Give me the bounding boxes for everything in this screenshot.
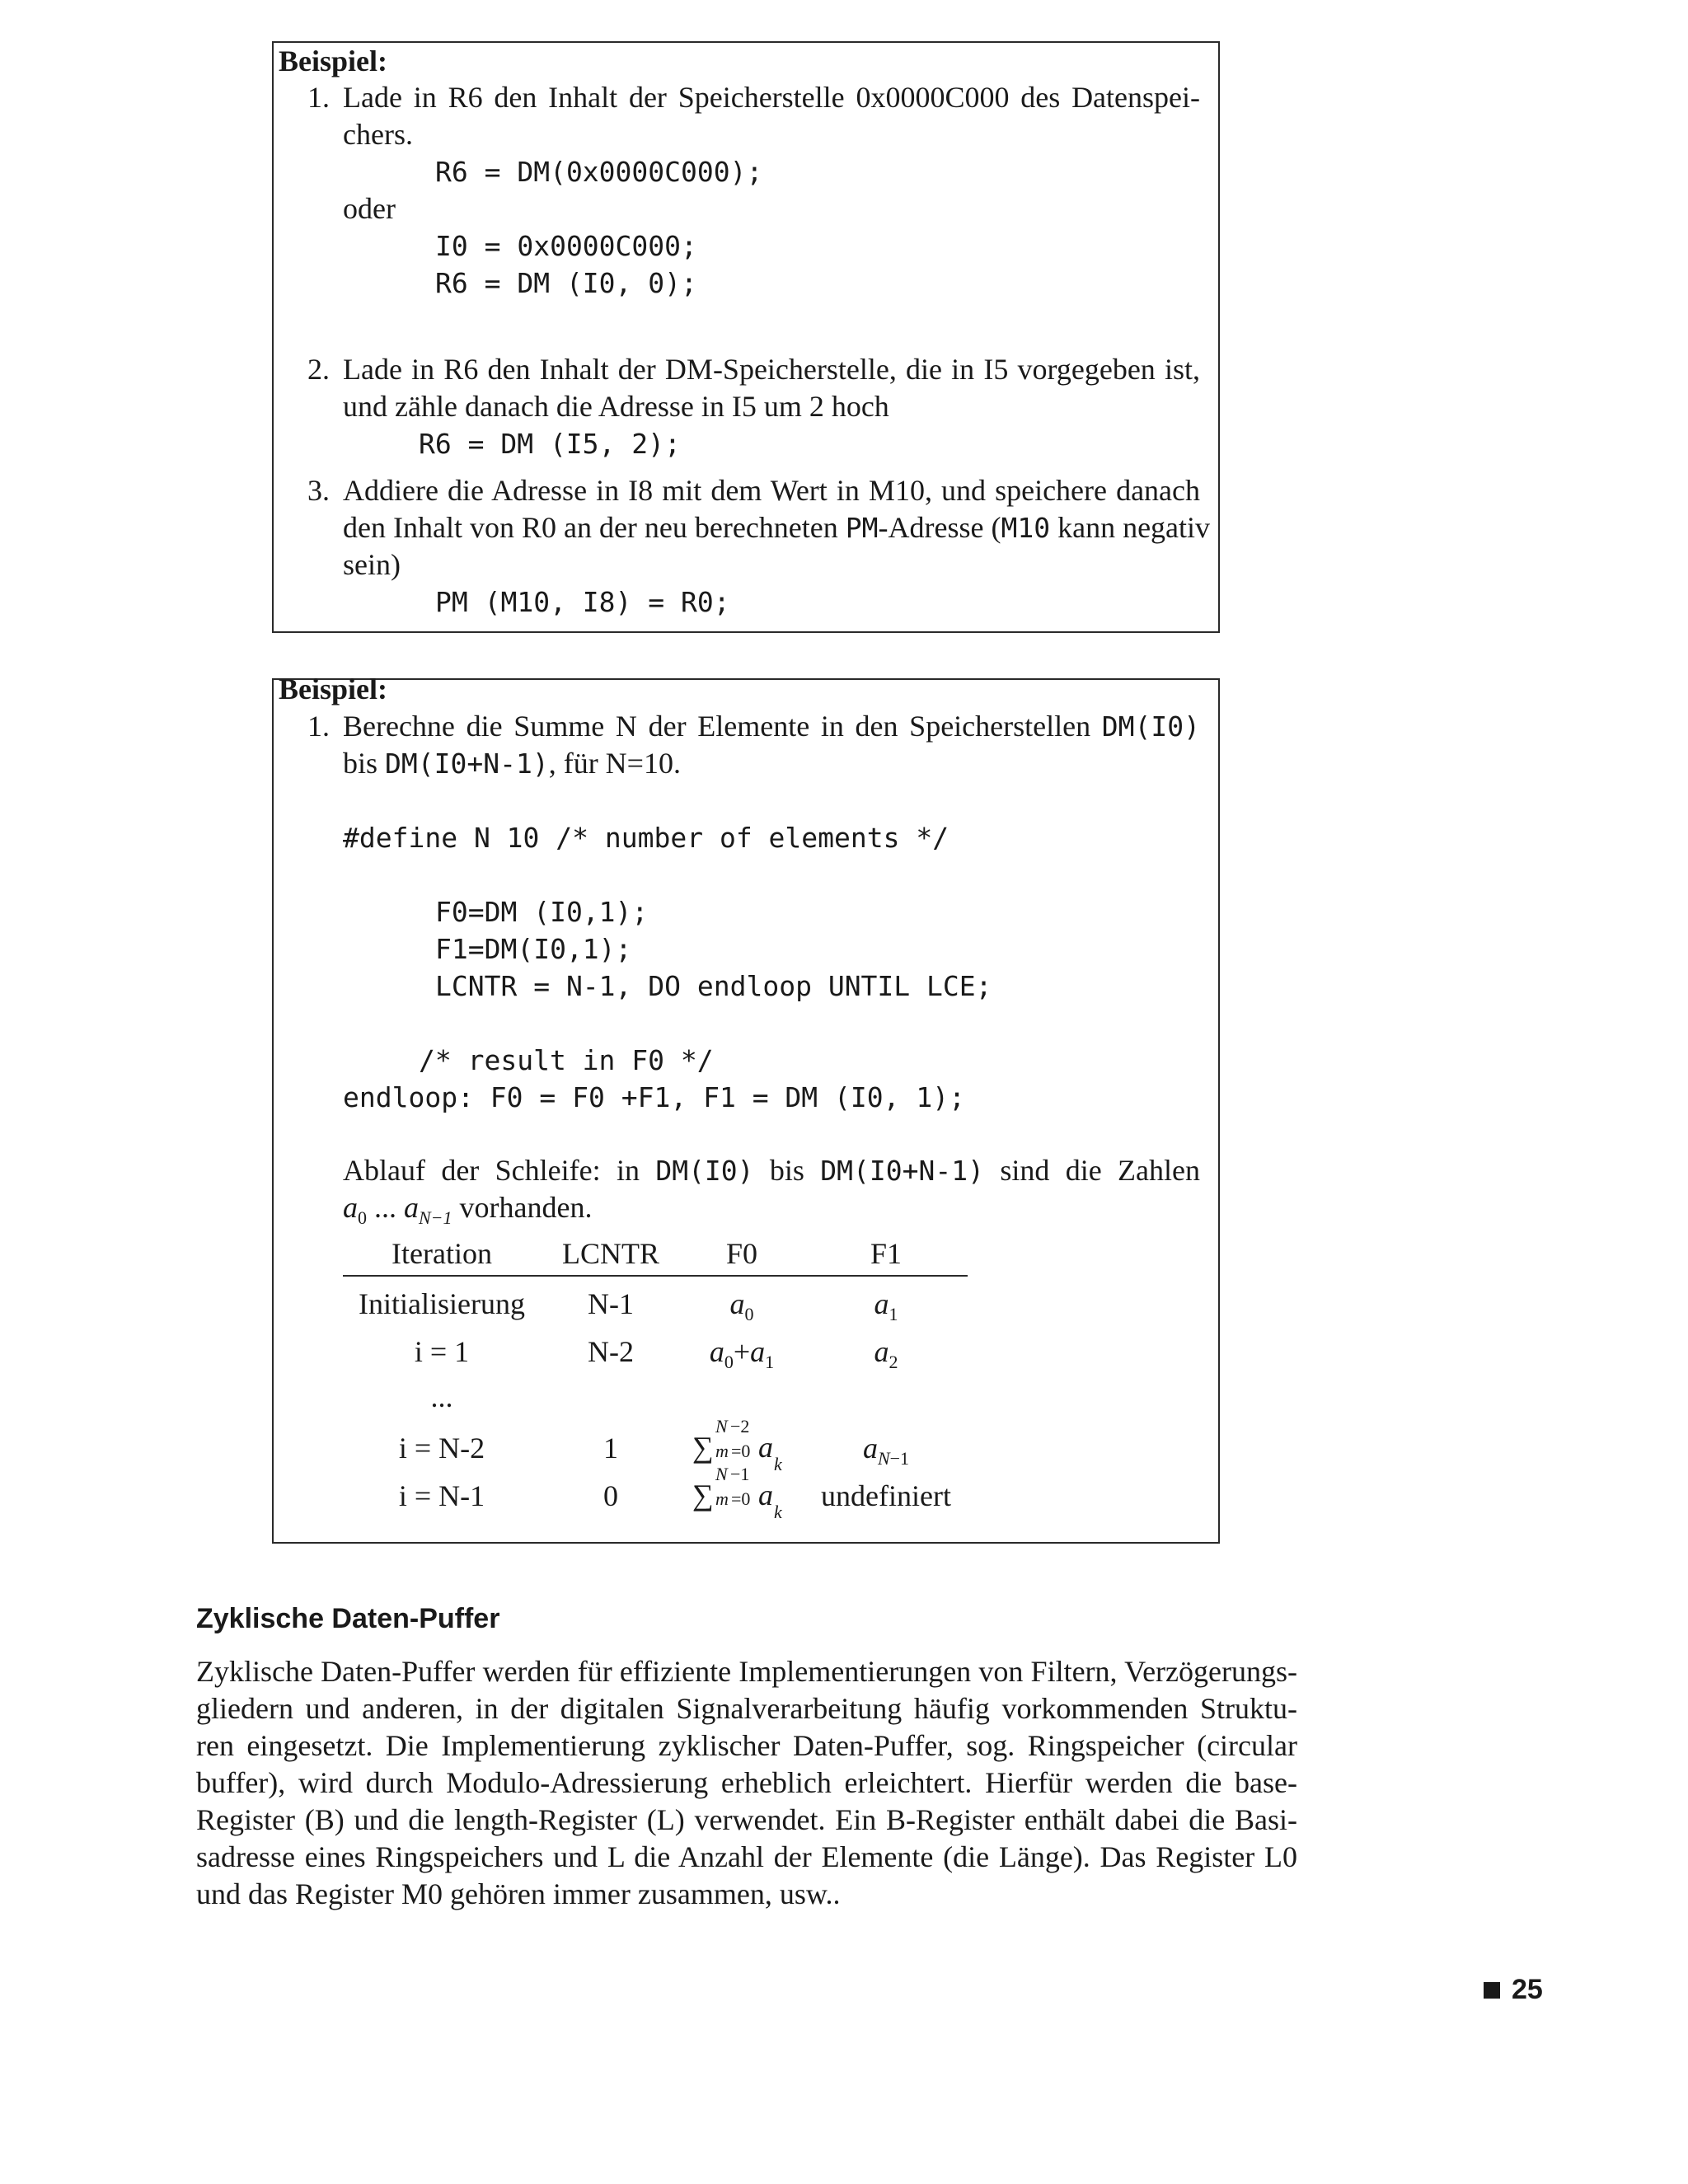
- example-1-code-line-2: I0 = 0x0000C000;: [435, 230, 697, 262]
- example-2-code-endloop: endloop: F0 = F0 +F1, F1 = DM (I0, 1);: [343, 1081, 965, 1113]
- example-1-item-3-line-3: sein): [343, 548, 401, 581]
- example-2-item-1-line-1: [343, 708, 1200, 745]
- paragraph-line-3: ren eingesetzt. Die Implementierung zyklischer Daten-Puffer, sog. Ringspeicher (circular: [196, 1729, 1297, 1762]
- loop-text-code-1: DM(I0): [655, 1155, 754, 1187]
- table-row-2-lcntr: N-2: [588, 1335, 634, 1368]
- table-row-1-lcntr: N-1: [588, 1287, 634, 1320]
- paragraph-line-5: Register (B) und die length-Register (L) verwendet. Ein B-Register enthält dabei die Basi-: [196, 1803, 1297, 1836]
- table-row-5-f1: undefiniert: [821, 1479, 951, 1512]
- table-header-lcntr: LCNTR: [561, 1237, 659, 1270]
- example-1-item-3-number: 3.: [307, 474, 330, 507]
- table-row-4-lcntr: 1: [603, 1432, 618, 1465]
- example-2-item-1-line-2-post: , für N=10.: [548, 747, 681, 780]
- page-marker-square: [1484, 1982, 1500, 1999]
- example-2-code-comment: /* result in F0 */: [419, 1044, 714, 1076]
- example-2-item-1-line-1-code: DM(I0): [1101, 710, 1200, 743]
- example-1-item-3-line-1: Addiere die Adresse in I8 mit dem Wert in M10, und speichere danach: [343, 474, 1200, 507]
- loop-text-post: sind die Zahlen: [983, 1154, 1200, 1187]
- example-1-item-2-number: 2.: [307, 353, 330, 386]
- example-1-code-line-1: R6 = DM(0x0000C000);: [435, 156, 763, 188]
- example-1-item-3-line-2-code-pm: PM: [845, 512, 879, 544]
- example-1-item-3-line-2-post: kann negativ: [1050, 511, 1211, 544]
- example-1-item-2-line-2: und zähle danach die Adresse in I5 um 2 hoch: [343, 390, 889, 423]
- example-2-code-f1: F1=DM(I0,1);: [435, 933, 632, 965]
- paragraph-line-6: sadresse eines Ringspeichers und L die Anzahl der Elemente (die Länge). Das Register L0: [196, 1840, 1297, 1873]
- example-2-code-lcntr: LCNTR = N-1, DO endloop UNTIL LCE;: [435, 970, 992, 1002]
- loop-text-pre: Ablauf der Schleife: in: [343, 1154, 656, 1187]
- example-1-code-line-5: PM (M10, I8) = R0;: [435, 586, 730, 618]
- loop-a0-subscript: 0: [358, 1207, 367, 1228]
- loop-dots: ...: [367, 1191, 404, 1224]
- table-row-4-iteration: i = N-2: [398, 1432, 485, 1465]
- table-header-f1: F1: [870, 1237, 903, 1270]
- table-header-f0: F0: [725, 1237, 758, 1270]
- example-1-item-3-line-2-mid: -Adresse (: [878, 511, 1001, 544]
- example-1-item-1-line-2: chers.: [343, 118, 413, 151]
- example-1-title: Beispiel:: [279, 45, 387, 77]
- table-row-4-f1: $a_{N-1}$: [862, 1432, 910, 1469]
- example-1-item-3-line-2: [343, 509, 1211, 546]
- loop-an-symbol: a: [404, 1191, 419, 1224]
- paragraph-line-4: buffer), wird durch Modulo-Adressierung erheblich erleichtert. Hierfür werden die base-: [196, 1766, 1297, 1799]
- paragraph-line-2: gliedern und anderen, in der digitalen Signalverarbeitung häufig vorkommenden Struktu-: [196, 1692, 1297, 1725]
- example-1-code-line-3: R6 = DM (I0, 0);: [435, 267, 697, 299]
- table-row-3-iteration: ...: [430, 1380, 453, 1413]
- example-2-code-f0: F0=DM (I0,1);: [435, 896, 649, 928]
- example-1-oder-text: oder: [343, 192, 396, 225]
- table-row-1-f0: $a_0$: [729, 1287, 754, 1324]
- example-1-item-3-line-2-pre: den Inhalt von R0 an der neu berechneten: [343, 511, 846, 544]
- table-row-2-iteration: i = 1: [414, 1335, 470, 1368]
- paragraph-line-7: und das Register M0 gehören immer zusammen, usw..: [196, 1877, 841, 1910]
- table-row-5-lcntr: 0: [603, 1479, 618, 1512]
- example-2-code-define: #define N 10 /* number of elements */: [343, 822, 950, 854]
- example-1-item-1-line-1: Lade in R6 den Inhalt der Speicherstelle 0x0000C000 des Datenspei-: [343, 81, 1200, 114]
- loop-an-subscript: N−1: [419, 1207, 452, 1228]
- section-heading: Zyklische Daten-Puffer: [196, 1603, 500, 1634]
- example-1-code-line-4: R6 = DM (I5, 2);: [419, 428, 681, 460]
- paragraph-line-1: Zyklische Daten-Puffer werden für effiziente Implementierungen von Filtern, Verzögerungs-: [196, 1655, 1297, 1688]
- table-row-5-iteration: i = N-1: [398, 1479, 485, 1512]
- table-row-1-iteration: Initialisierung: [359, 1287, 525, 1320]
- example-2-item-1-line-2-code: DM(I0+N-1): [385, 748, 549, 780]
- table-header-iteration: Iteration: [392, 1237, 492, 1270]
- example-2-item-1-line-2-pre: bis: [343, 747, 386, 780]
- table-row-1-f1: $a_1$: [874, 1287, 898, 1324]
- table-row-2-f1: $a_2$: [874, 1335, 898, 1372]
- example-2-item-1-line-1-text: Berechne die Summe N der Elemente in den Speicherstellen: [343, 710, 1102, 743]
- table-row-5-f0: ∑ N −1 m =0 a k: [692, 1464, 782, 1522]
- example-2-item-1-line-2: [343, 745, 681, 782]
- example-1-item-3-line-2-code-m10: M10: [1001, 512, 1051, 544]
- loop-vorhanden: vorhanden.: [452, 1191, 593, 1224]
- loop-text-code-2: DM(I0+N-1): [820, 1155, 984, 1187]
- loop-text-mid: bis: [753, 1154, 821, 1187]
- table-header-rule: [343, 1275, 968, 1277]
- table-row-4-f0: ∑ N −2 m =0 a k: [692, 1416, 782, 1474]
- example-1-item-1-number: 1.: [307, 81, 330, 114]
- example-1-item-2-line-1: Lade in R6 den Inhalt der DM-Speicherstelle, die in I5 vorgegeben ist,: [343, 353, 1200, 386]
- example-2-loop-text-line-1: [343, 1152, 1200, 1189]
- example-2-title: Beispiel:: [279, 673, 387, 705]
- loop-a0-symbol: a: [343, 1191, 358, 1224]
- example-2-loop-text-line-2: [343, 1189, 592, 1236]
- page-number: 25: [1512, 1974, 1543, 2005]
- example-2-item-1-number: 1.: [307, 710, 330, 743]
- table-row-2-f0: $a_0+a_1$: [709, 1335, 775, 1372]
